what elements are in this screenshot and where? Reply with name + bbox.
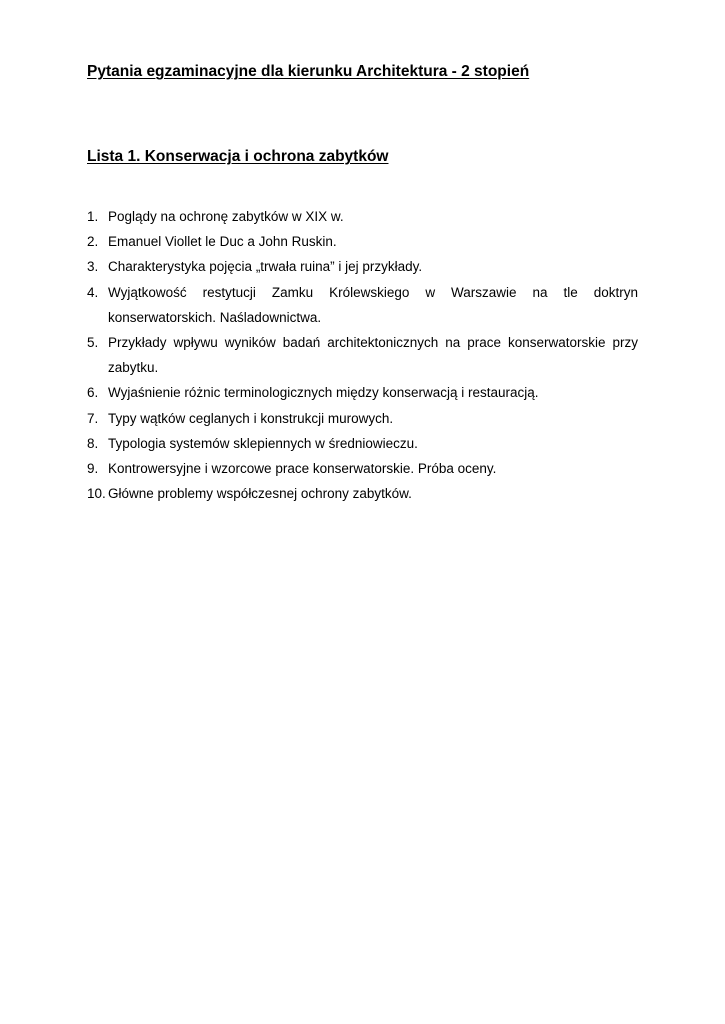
- item-text: Kontrowersyjne i wzorcowe prace konserwatorskie. Próba oceny.: [108, 461, 497, 477]
- item-number: 3.: [87, 259, 99, 275]
- list-item: [87, 431, 638, 456]
- list-item: [87, 330, 638, 380]
- item-number: 5.: [87, 335, 99, 351]
- item-text: Wyjaśnienie różnic terminologicznych między konserwacją i restauracją.: [108, 385, 539, 401]
- list-item: [87, 380, 638, 405]
- question-list: [87, 204, 638, 506]
- item-number: 9.: [87, 461, 99, 477]
- item-number: 10.: [87, 486, 106, 502]
- document-title: Pytania egzaminacyjne dla kierunku Architektura - 2 stopień: [87, 63, 530, 80]
- item-text: Charakterystyka pojęcia „trwała ruina” i jej przykłady.: [108, 259, 423, 275]
- item-text: Poglądy na ochronę zabytków w XIX w.: [108, 209, 344, 224]
- list-item: [87, 229, 638, 254]
- item-number: 7.: [87, 410, 99, 426]
- list-item: [87, 204, 638, 229]
- item-number: 6.: [87, 385, 99, 401]
- item-text: Typologia systemów sklepiennych w średniowieczu.: [108, 435, 418, 451]
- item-number: 4.: [87, 284, 99, 300]
- item-text: Typy wątków ceglanych i konstrukcji murowych.: [108, 410, 394, 426]
- item-text: Główne problemy współczesnej ochrony zabytków.: [108, 486, 412, 502]
- list-item: [87, 456, 638, 481]
- list-item: [87, 254, 638, 279]
- item-number: 8.: [87, 435, 99, 451]
- item-text: Emanuel Viollet le Duc a John Ruskin.: [108, 234, 337, 250]
- item-number: 1.: [87, 209, 99, 224]
- list-item: [87, 481, 638, 506]
- item-number: 2.: [87, 234, 99, 250]
- item-text: Przykłady wpływu wyników badań architektonicznych na prace konserwatorskie przy zabytku.: [108, 335, 638, 376]
- list-item: [87, 280, 638, 330]
- item-text: Wyjątkowość restytucji Zamku Królewskiego w Warszawie na tle doktryn konserwatorskich. Naśladownictwa.: [108, 284, 638, 325]
- section-title: Lista 1. Konserwacja i ochrona zabytków: [87, 148, 389, 165]
- list-item: [87, 406, 638, 431]
